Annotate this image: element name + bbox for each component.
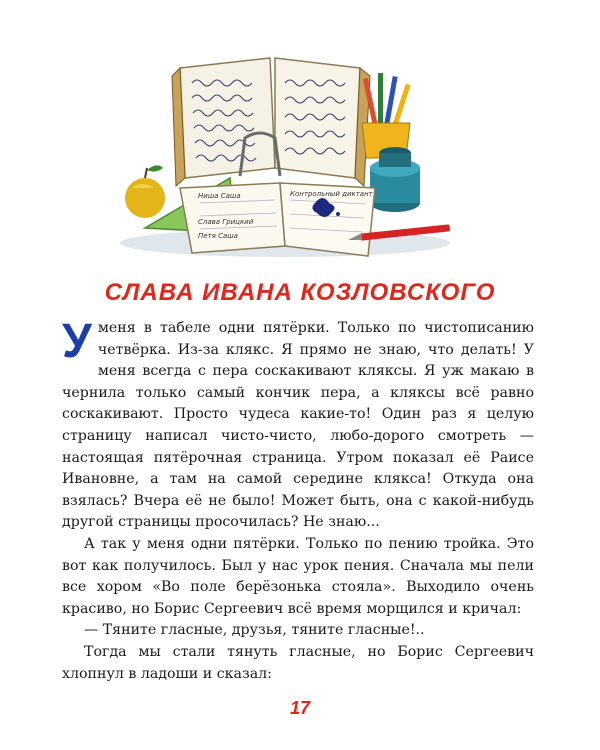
school-supplies-illustration (110, 28, 455, 263)
paragraph-1 (62, 315, 534, 534)
dropcap-letter: У (62, 315, 92, 368)
pencil-cup (362, 73, 411, 158)
paragraph-4: Тогда мы стали тянуть гласные, но Борис Сергеевич хлопнул в ладоши и сказал: (62, 643, 534, 682)
story-title: СЛАВА ИВАНА КОЗЛОВСКОГО (104, 279, 496, 306)
copybook-right-label: Контрольный диктант (290, 190, 373, 198)
apple (125, 165, 165, 218)
paragraph-1-text: меня в табеле одни пятёрки. Только по чистописанию четвёрка. Из-за клякс. Я прямо не знаю, что делать! У меня всегда с пера соскакивают кляксы. Я уж макаю в чернила только самый кончик пера, а кляксы всё равно соскакивают. Просто чудеса какие-то! Один раз я целую страницу написал чисто-чисто, любо-дорого смотреть — настоящая пятёрочная страница. Утром показал её Раисе Ивановне, а там на самой середине клякса! Откуда она взялась? Вчера её не было! Может быть, она с какой-нибудь другой страницы просочилась? Не знаю... (62, 320, 534, 531)
open-book-back (172, 58, 370, 186)
story-text (62, 315, 534, 685)
page-number: 17 (289, 698, 311, 718)
copybook-name-1: Слава Грицкий (198, 218, 254, 226)
paragraph-2: А так у меня одни пятёрки. Только по пению тройка. Это вот как получилось. Был у нас урок пения. Сначала мы пели все хором «Во поле берёзонька стояла». Выходило очень красиво, но Борис Сергеевич всё время морщился и кричал: (62, 535, 534, 617)
copybook-left-label: Ниша Саша (198, 192, 241, 200)
copybook-name-2: Петя Саша (198, 232, 238, 240)
paragraph-3: — Тяните гласные, друзья, тяните гласные!.. (84, 622, 425, 639)
